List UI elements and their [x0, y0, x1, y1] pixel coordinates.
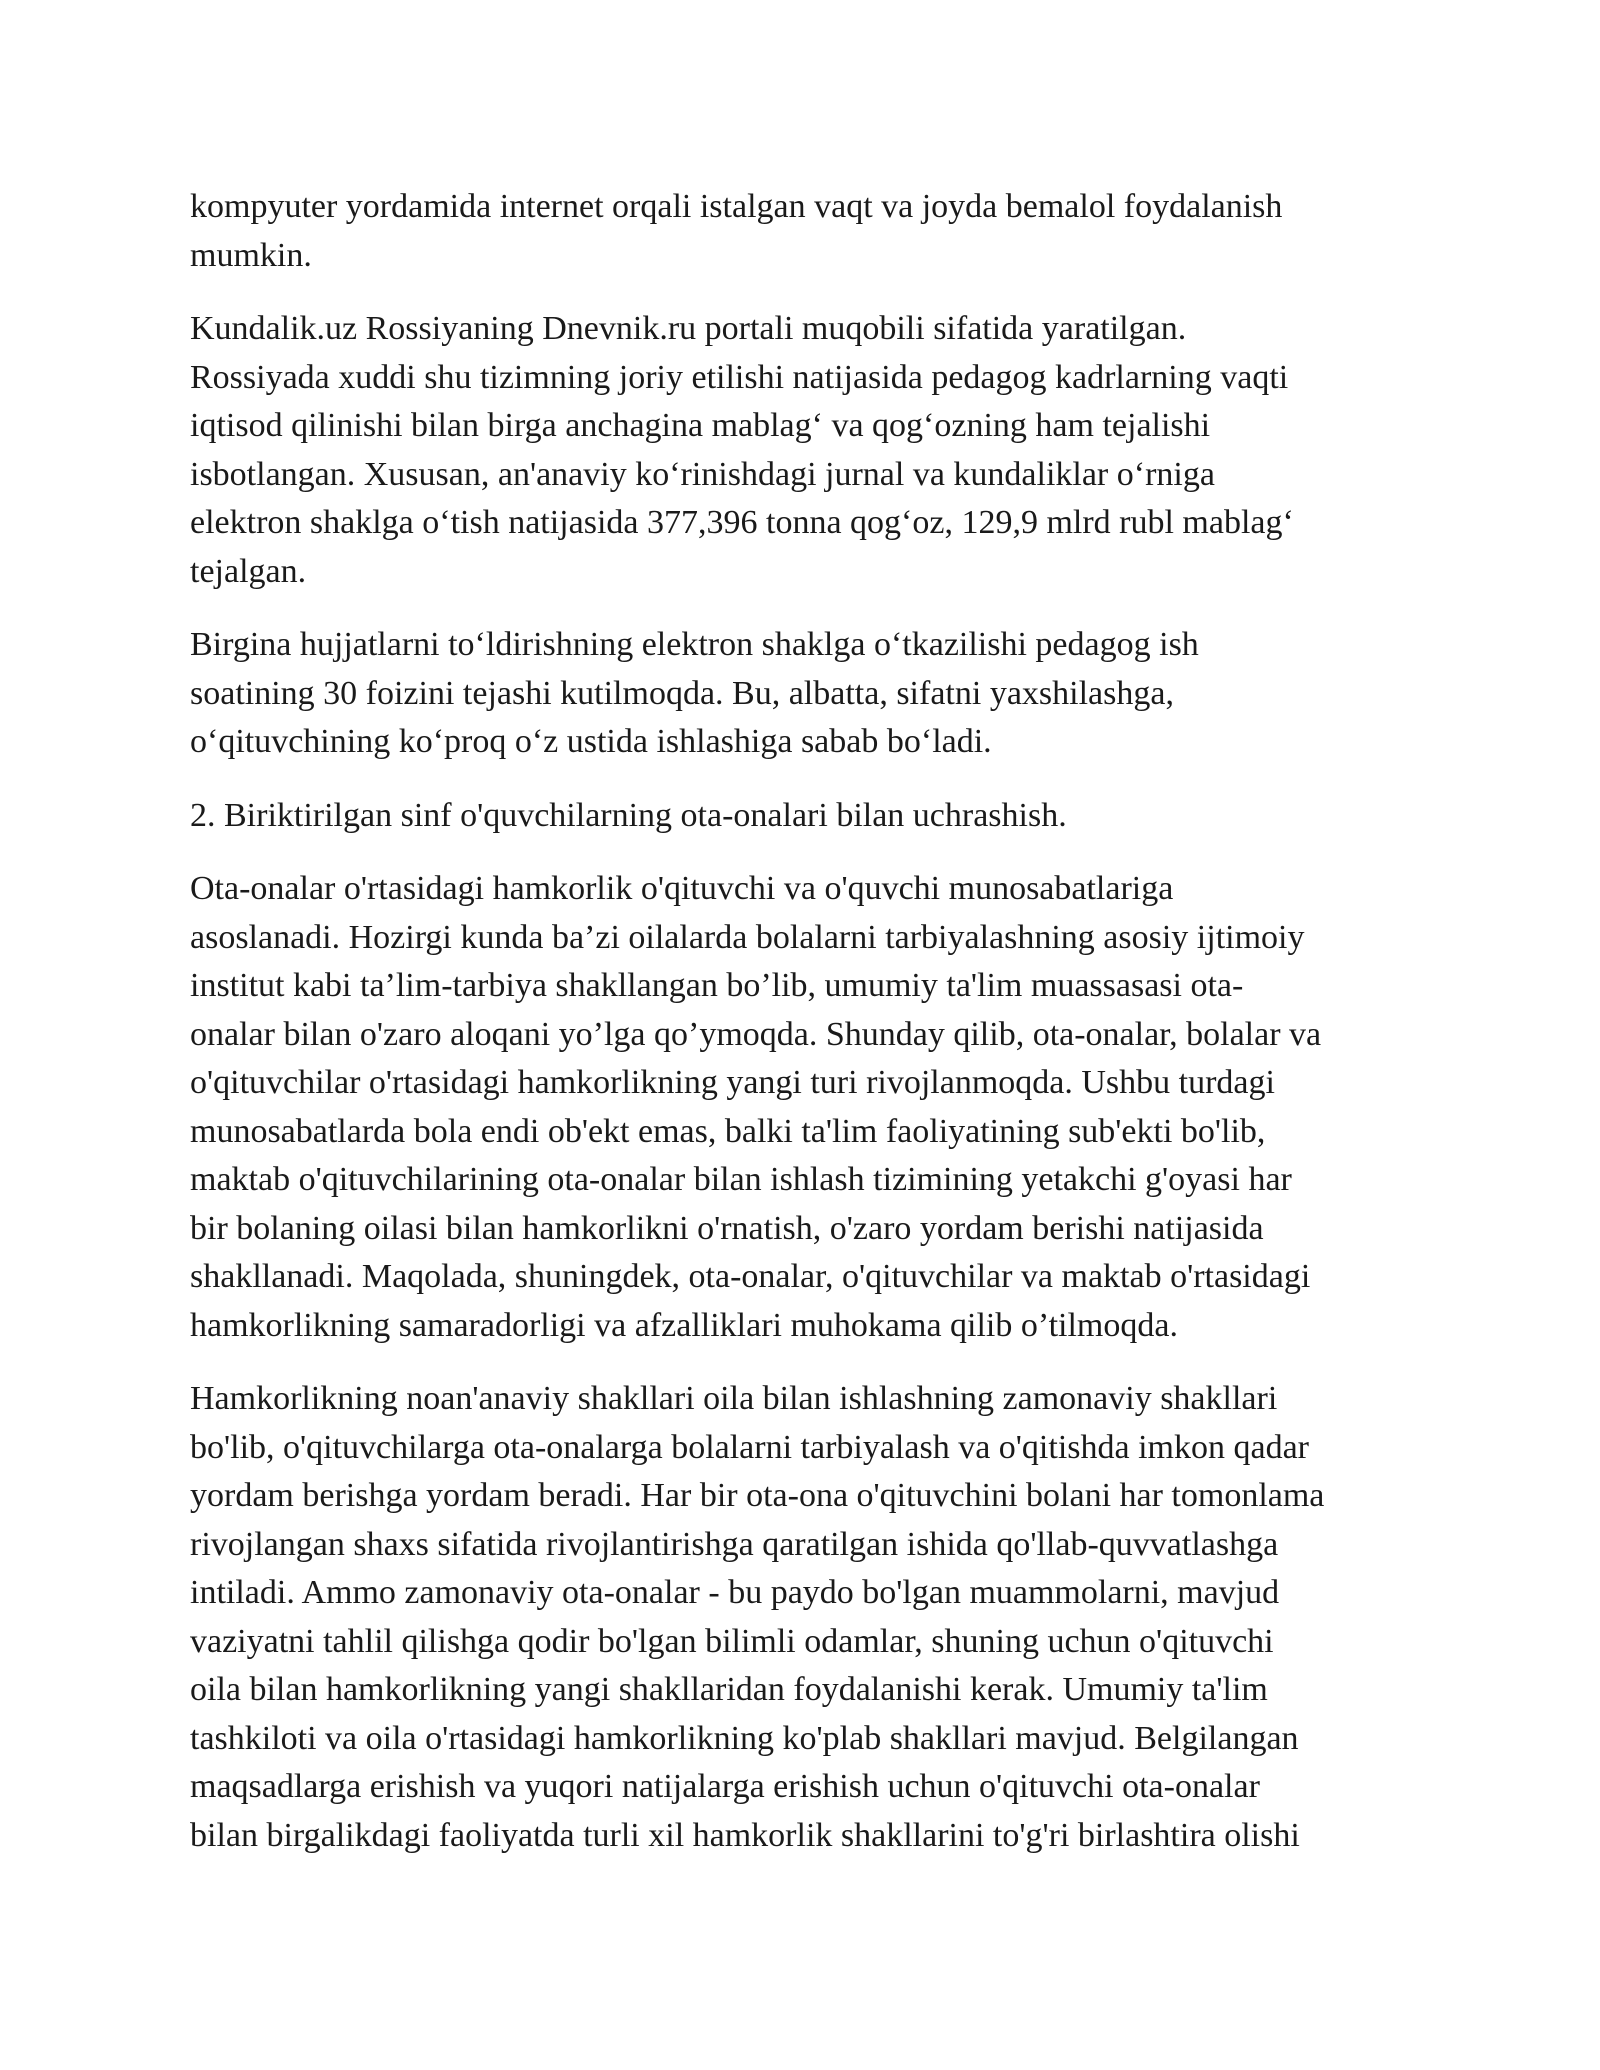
paragraph-documents: Birgina hujjatlarni to‘ldirishning elektron shaklga o‘tkazilishi pedagog ish soatining 30 foizini tejashi kutilmoqda. Bu, albatta, sifatni yaxshilashga, o‘qituvchining ko‘proq o‘z ustida ishlashiga sabab bo‘ladi. [190, 626, 1199, 760]
paragraph-continuation: kompyuter yordamida internet orqali istalgan vaqt va joyda bemalol foydalanish mumkin. [190, 188, 1283, 274]
paragraph-cooperation: Ota-onalar o'rtasidagi hamkorlik o'qituvchi va o'quvchi munosabatlariga asoslanadi. Hozirgi kunda ba’zi oilalarda bolalarni tarbiyalashning asosiy ijtimoiy institut kabi ta’lim-tarbiya shakllangan bo’lib, umumiy ta'lim muassasasi ota- onalar bilan o'zaro aloqani yo’lga qo’ymoqda. Shunday qilib, ota-onalar, bolalar va o'qituvchilar o'rtasidagi hamkorlikning yangi turi rivojlanmoqda. Ushbu turdagi munosabatlarda bola endi ob'ekt emas, balki ta'lim faoliyatining sub'ekti bo'lib, maktab o'qituvchilarining ota-onalar bilan ishlash tizimining yetakchi g'oyasi har bir bolaning oilasi bilan hamkorlikni o'rnatish, o'zaro yordam berishi natijasida shakllanadi. Maqolada, shuningdek, ota-onalar, o'qituvchilar va maktab o'rtasidagi hamkorlikning samaradorligi va afzalliklari muhokama qilib o’tilmoqda. [190, 870, 1322, 1344]
section-heading: 2. Biriktirilgan sinf o'quvchilarning ota-onalari bilan uchrashish. [190, 796, 1067, 834]
paragraph-nontraditional-forms: Hamkorlikning noan'anaviy shakllari oila bilan ishlashning zamonaviy shakllari bo'lib, o'qituvchilarga ota-onalarga bolalarni tarbiyalash va o'qitishda imkon qadar yordam berishga yordam beradi. Har bir ota-ona o'qituvchini bolani har tomonlama rivojlangan shaxs sifatida rivojlantirishga qaratilgan ishida qo'llab-quvvatlashga intiladi. Ammo zamonaviy ota-onalar - bu paydo bo'lgan muammolarni, mavjud vaziyatni tahlil qilishga qodir bo'lgan bilimli odamlar, shuning uchun o'qituvchi oila bilan hamkorlikning yangi shakllaridan foydalanishi kerak. Umumiy ta'lim tashkiloti va oila o'rtasidagi hamkorlikning ko'plab shakllari mavjud. Belgilangan maqsadlarga erishish va yuqori natijalarga erishish uchun o'qituvchi ota-onalar bilan birgalikdagi faoliyatda turli xil hamkorlik shakllarini to'g'ri birlashtira olishi [190, 1380, 1325, 1854]
paragraph-kundalik: Kundalik.uz Rossiyaning Dnevnik.ru portali muqobili sifatida yaratilgan. Rossiyada xuddi shu tizimning joriy etilishi natijasida pedagog kadrlarning vaqti iqtisod qilinishi bilan birga anchagina mablag‘ va qog‘ozning ham tejalishi isbotlangan. Xususan, an'anaviy ko‘rinishdagi jurnal va kundaliklar o‘rniga elektron shaklga o‘tish natijasida 377,396 tonna qog‘oz, 129,9 mlrd rubl mablag‘ tejalgan. [190, 310, 1294, 590]
document-body [190, 183, 1420, 1885]
